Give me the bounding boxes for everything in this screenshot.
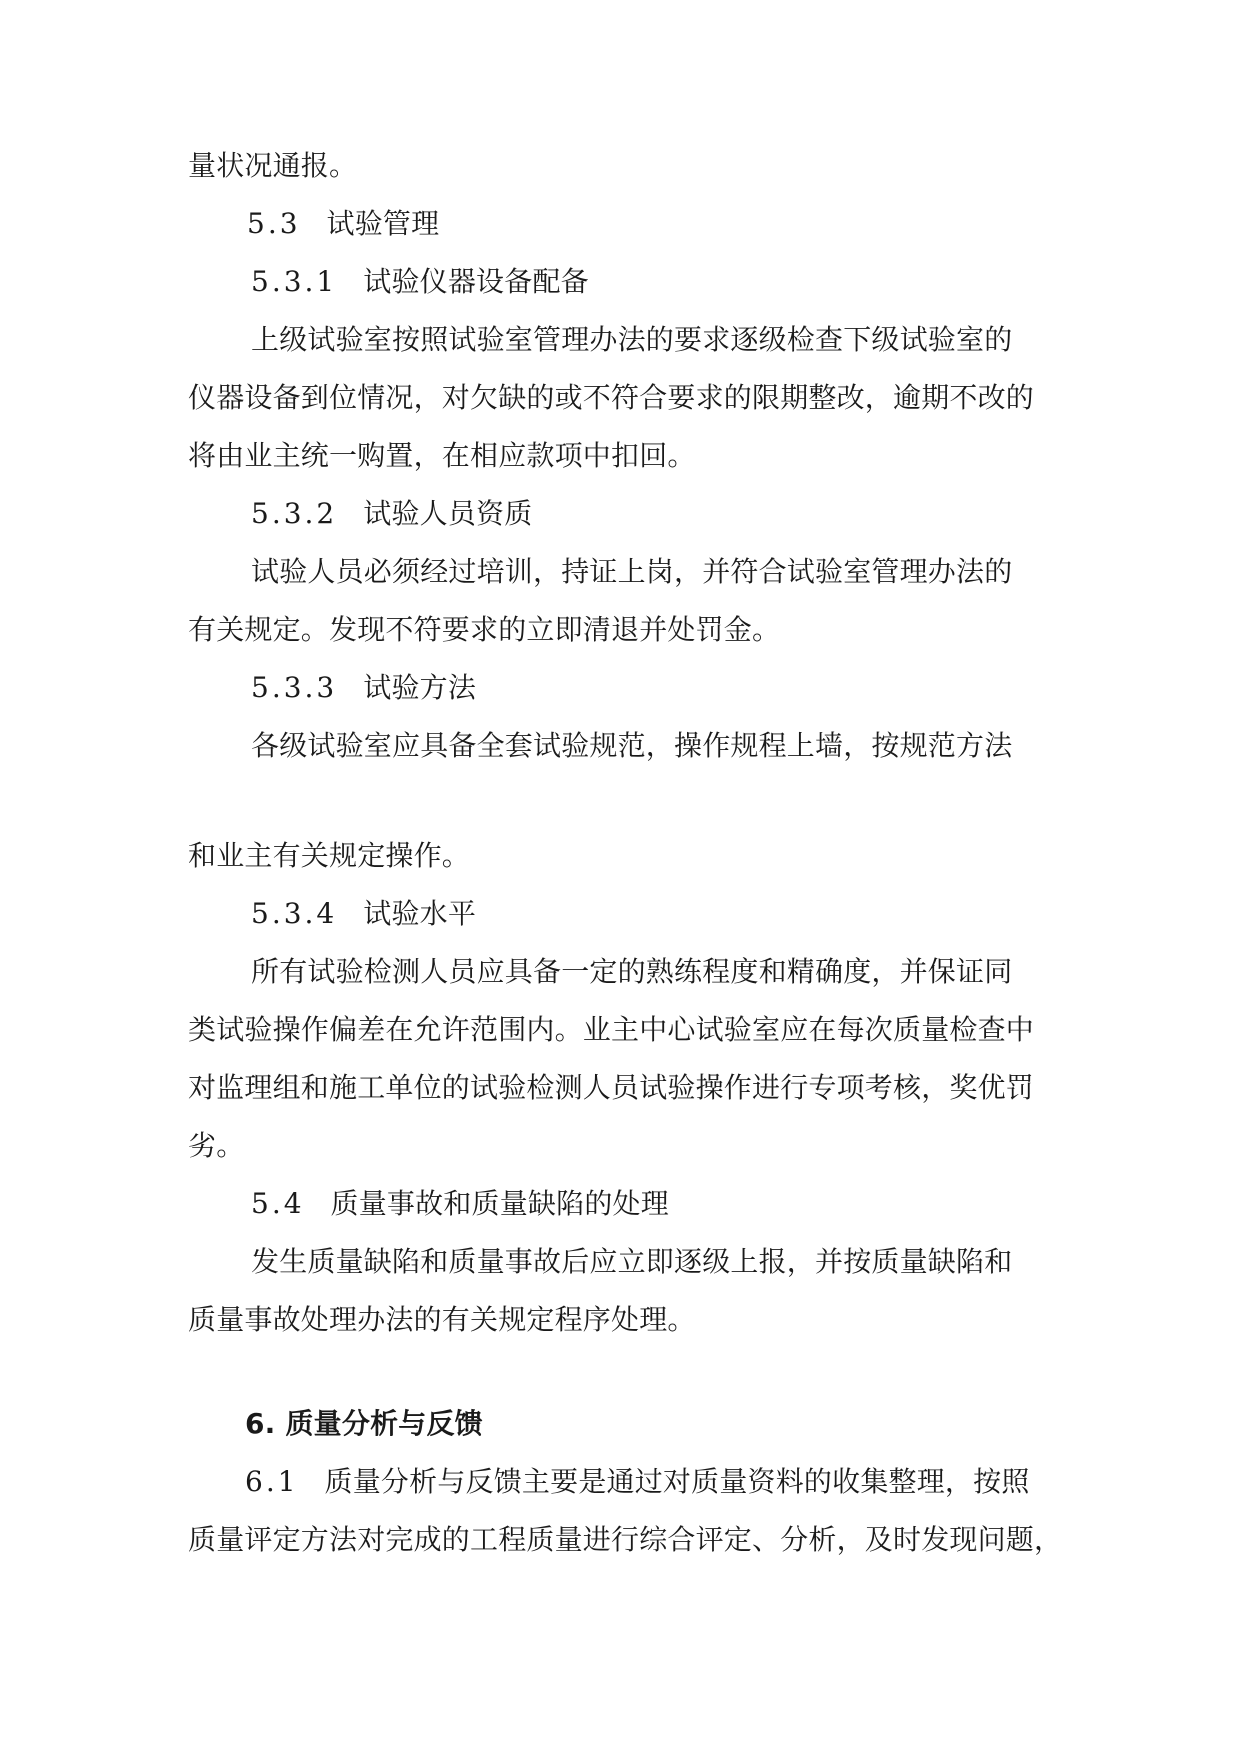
chapter-heading-6: 6. 质量分析与反馈 bbox=[245, 1407, 483, 1440]
section-heading-5-3-4 bbox=[251, 894, 476, 934]
paragraph-line: 质量事故处理办法的有关规定程序处理。 bbox=[188, 1303, 696, 1336]
section-number: 5.4 bbox=[251, 1187, 305, 1220]
section-heading-5-3-3 bbox=[251, 668, 476, 708]
section-number: 5.3.1 bbox=[251, 265, 338, 298]
section-title: 试验方法 bbox=[363, 671, 477, 704]
section-number: 5.3 bbox=[247, 207, 301, 240]
paragraph-line: 类试验操作偏差在允许范围内。业主中心试验室应在每次质量检查中 bbox=[188, 1013, 1035, 1046]
paragraph-line: 试验人员必须经过培训，持证上岗，并符合试验室管理办法的 bbox=[251, 555, 1013, 588]
paragraph-line: 上级试验室按照试验室管理办法的要求逐级检查下级试验室的 bbox=[251, 323, 1013, 356]
section-title: 试验人员资质 bbox=[363, 497, 533, 530]
paragraph-line: 有关规定。发现不符要求的立即清退并处罚金。 bbox=[188, 613, 781, 646]
section-title: 质量事故和质量缺陷的处理 bbox=[330, 1187, 669, 1220]
paragraph-line: 和业主有关规定操作。 bbox=[188, 839, 471, 872]
section-title: 试验水平 bbox=[363, 897, 477, 930]
section-heading-6-1 bbox=[245, 1462, 1030, 1502]
paragraph-line: 各级试验室应具备全套试验规范，操作规程上墙，按规范方法 bbox=[251, 729, 1013, 762]
section-number: 6.1 bbox=[245, 1465, 299, 1498]
paragraph-text: 质量分析与反馈主要是通过对质量资料的收集整理，按照 bbox=[324, 1465, 1030, 1498]
paragraph-line: 劣。 bbox=[188, 1129, 245, 1162]
paragraph-line: 质量评定方法对完成的工程质量进行综合评定、分析，及时发现问题， bbox=[188, 1523, 1063, 1556]
paragraph-line: 发生质量缺陷和质量事故后应立即逐级上报，并按质量缺陷和 bbox=[251, 1245, 1013, 1278]
paragraph-line: 仪器设备到位情况，对欠缺的或不符合要求的限期整改，逾期不改的 bbox=[188, 381, 1035, 414]
section-title: 试验管理 bbox=[326, 207, 440, 240]
paragraph-line: 所有试验检测人员应具备一定的熟练程度和精确度，并保证同 bbox=[251, 955, 1013, 988]
section-number: 5.3.2 bbox=[251, 497, 338, 530]
section-heading-5-3-1 bbox=[251, 262, 589, 302]
paragraph-line: 量状况通报。 bbox=[188, 149, 358, 182]
section-title: 试验仪器设备配备 bbox=[363, 265, 589, 298]
section-heading-5-3 bbox=[247, 204, 439, 244]
paragraph-line: 对监理组和施工单位的试验检测人员试验操作进行专项考核，奖优罚 bbox=[188, 1071, 1035, 1104]
section-heading-5-4 bbox=[251, 1184, 669, 1224]
section-heading-5-3-2 bbox=[251, 494, 532, 534]
paragraph-line: 将由业主统一购置，在相应款项中扣回。 bbox=[188, 439, 696, 472]
section-number: 5.3.4 bbox=[251, 897, 338, 930]
section-number: 5.3.3 bbox=[251, 671, 338, 704]
